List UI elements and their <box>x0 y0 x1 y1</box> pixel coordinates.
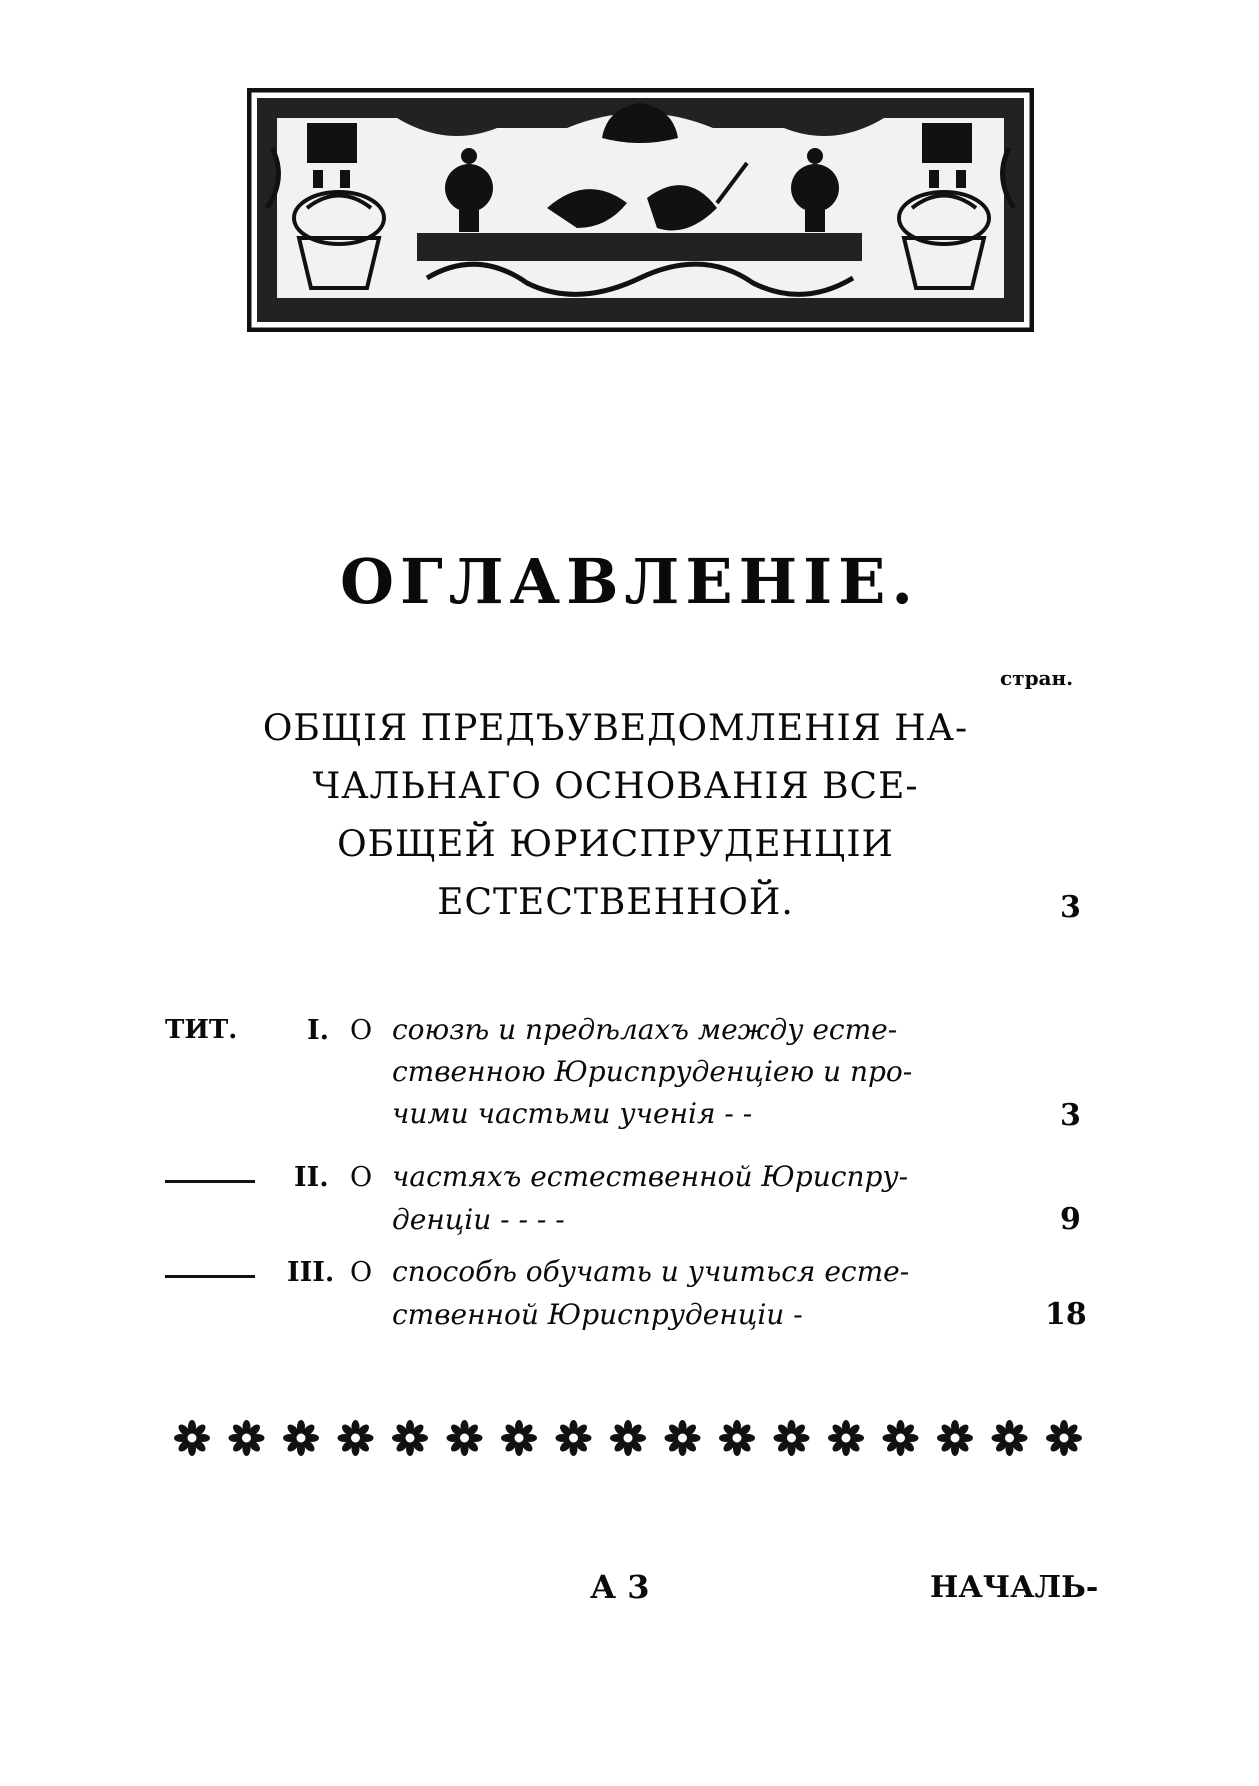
entry-page-number: 3 <box>1060 1098 1081 1133</box>
section-heading <box>228 700 1003 932</box>
rosette-icon <box>229 1420 265 1456</box>
rosette-icon <box>665 1420 701 1456</box>
rosette-icon <box>501 1420 537 1456</box>
rosette-icon <box>447 1420 483 1456</box>
entry-line: частяхъ естественной Юриспру- <box>392 1160 909 1193</box>
rosette-icon <box>338 1420 374 1456</box>
rosette-icon <box>392 1420 428 1456</box>
entry-page-number: 9 <box>1060 1202 1081 1237</box>
section-heading-line: ЧАЛЬНАГО ОСНОВАНІЯ ВСЕ- <box>312 766 919 807</box>
rosette-icon <box>719 1420 755 1456</box>
entry-line: способѣ обучать и учиться есте- <box>392 1255 910 1288</box>
entry-o: О <box>350 1162 373 1193</box>
section-heading-line: ОБЩІЯ ПРЕДЪУВЕДОМЛЕНІЯ НА- <box>262 708 969 749</box>
section-heading-line: ОБЩЕЙ ЮРИСПРУДЕНЦІИ <box>337 824 894 865</box>
rosette-icon <box>883 1420 919 1456</box>
entry-line: ственной Юриспруденціи - <box>392 1298 803 1331</box>
entry-line: чими частьми ученія - - <box>392 1097 753 1130</box>
catchword: НАЧАЛЬ- <box>930 1570 1099 1605</box>
entry-number: II. <box>294 1162 329 1193</box>
ditto-rule <box>165 1180 255 1183</box>
page-column-heading: стран. <box>1000 666 1074 690</box>
rosette-icon <box>937 1420 973 1456</box>
rosette-icon <box>774 1420 810 1456</box>
rosette-icon <box>1046 1420 1082 1456</box>
rosette-icon <box>828 1420 864 1456</box>
ditto-rule <box>165 1275 255 1278</box>
section-heading-line: ЕСТЕСТВЕННОЙ. <box>437 882 794 923</box>
entry-line: денціи - - - - <box>392 1203 565 1236</box>
page-title: ОГЛАВЛЕНІЕ. <box>339 545 920 618</box>
entry-o: О <box>350 1257 373 1288</box>
entry-label: ТИТ. <box>165 1015 238 1045</box>
entry-line: ственною Юриспруденціею и про- <box>392 1055 913 1088</box>
headpiece-ornament <box>247 88 1034 332</box>
rosette-border <box>170 1413 1085 1463</box>
entry-o: О <box>350 1015 373 1046</box>
entry-number: I. <box>307 1015 330 1046</box>
rosette-icon <box>556 1420 592 1456</box>
section-page-number: 3 <box>1060 890 1081 925</box>
signature-mark: А 3 <box>590 1568 650 1606</box>
rosette-icon <box>992 1420 1028 1456</box>
entry-page-number: 18 <box>1045 1297 1087 1332</box>
rosette-icon <box>174 1420 210 1456</box>
entry-line: союзѣ и предѣлахъ между есте- <box>392 1013 898 1046</box>
rosette-icon <box>610 1420 646 1456</box>
rosette-icon <box>283 1420 319 1456</box>
entry-number: III. <box>287 1257 335 1288</box>
